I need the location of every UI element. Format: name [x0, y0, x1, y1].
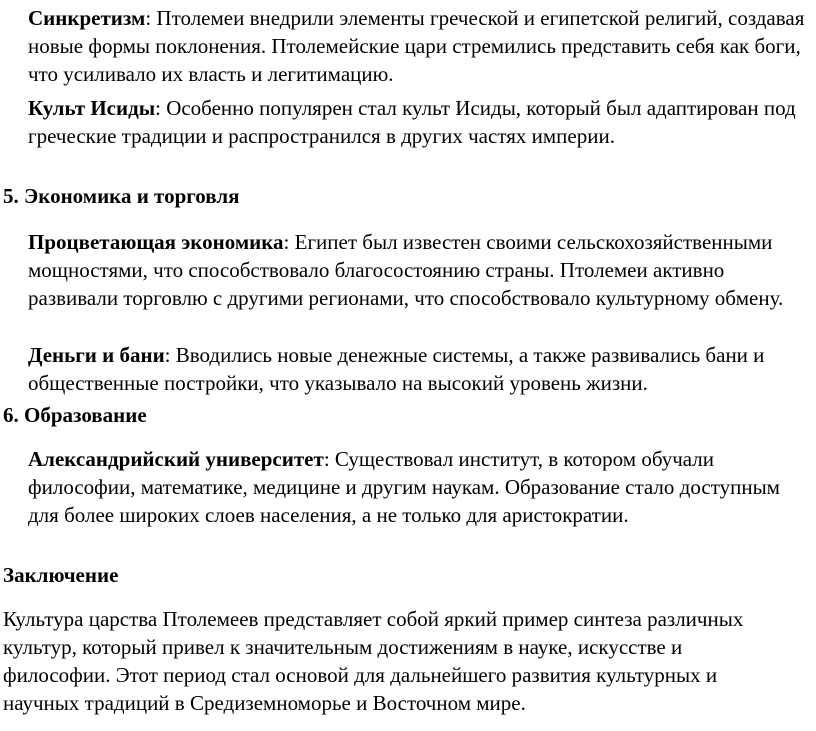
heading-economy-trade: 5. Экономика и торговля	[3, 184, 240, 208]
paragraph-conclusion: Культура царства Птолемеев представляет собой яркий пример синтеза различных культур, который привел к значительным достижениям в науке, искусстве и философии. Этот период стал основой для дальнейшего развития культурных и научных традиций в Средиземноморье и Восточном мире.	[3, 607, 744, 715]
text-money: : Вводились новые денежные системы, а также развивались бани и общественные постройки, что указывало на высокий уровень жизни.	[28, 343, 765, 395]
text-isis: : Особенно популярен стал культ Исиды, который был адаптирован под греческие традиции и распространился в других частях империи.	[28, 96, 796, 148]
heading-conclusion: Заключение	[3, 563, 119, 587]
text-university: : Существовал институт, в котором обучали философии, математике, медицине и другим наукам. Образование стало доступным для более широких слоев населения, а не только для аристократии.	[28, 447, 780, 527]
term-economy: Процветающая экономика	[28, 230, 284, 254]
text-syncretism: : Птолемеи внедрили элементы греческой и египетской религий, создавая новые формы поклонения. Птолемейские цари стремились представить себя как боги, что усиливало их власть и легитимацию.	[28, 6, 805, 86]
paragraph-economy	[0, 228, 816, 312]
paragraph-money	[0, 341, 816, 397]
paragraph-syncretism	[0, 4, 816, 88]
term-university: Александрийский университет	[28, 447, 324, 471]
term-isis: Культ Исиды	[28, 96, 156, 120]
text-economy: : Египет был известен своими сельскохозяйственными мощностями, что способствовало благосостоянию страны. Птолемеи активно развивали торговлю с другими регионами, что способствовало культурному обмену.	[28, 230, 784, 310]
term-syncretism: Синкретизм	[28, 6, 146, 30]
paragraph-university	[0, 445, 816, 529]
paragraph-isis	[0, 94, 816, 150]
heading-education: 6. Образование	[3, 403, 147, 427]
term-money: Деньги и бани	[28, 343, 165, 367]
